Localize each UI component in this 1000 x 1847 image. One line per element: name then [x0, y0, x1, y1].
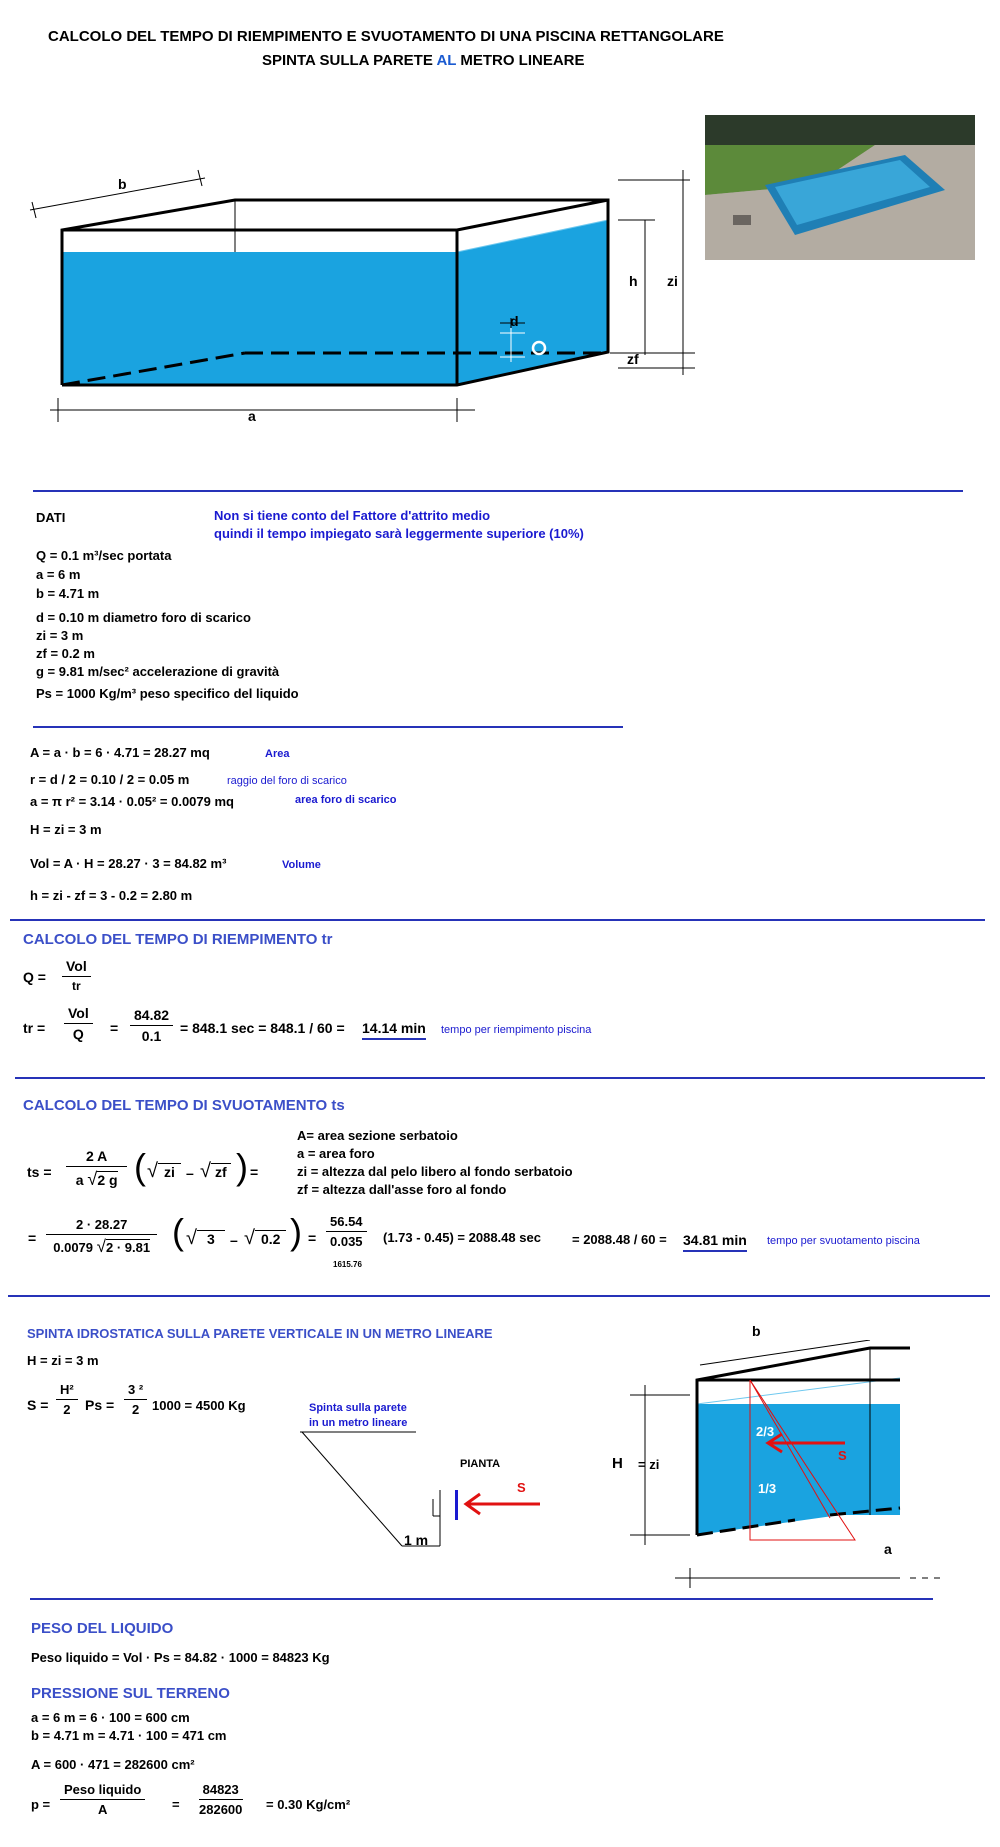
d2-label-b: b — [752, 1323, 761, 1339]
pressione-den-2: 282600 — [199, 1802, 243, 1817]
paren-close-1: ) — [236, 1146, 248, 1187]
dati-g: g = 9.81 m/sec² accelerazione di gravità — [36, 664, 280, 679]
dati-a: a = 6 m — [36, 567, 81, 582]
riemp-value-fraction — [130, 1007, 173, 1044]
pressione-num: Peso liquido — [60, 1782, 145, 1800]
label-zf: zf — [627, 351, 639, 367]
svuot-result: 34.81 min — [683, 1232, 747, 1252]
paren-open-2: ( — [172, 1211, 184, 1252]
paren-open-1: ( — [134, 1146, 146, 1187]
label-d: d — [510, 313, 519, 329]
riemp-note: tempo per riempimento piscina — [441, 1024, 592, 1036]
svuot-formula-den: a √2 g — [75, 1169, 118, 1189]
pressione-p-lhs: p = — [31, 1797, 51, 1812]
pianta-s-label: S — [517, 1480, 526, 1495]
riemp-tr-fraction — [64, 1005, 93, 1042]
riemp-tr-num: Vol — [64, 1005, 93, 1024]
svuot-ts-lhs: ts = — [27, 1164, 52, 1180]
pressione-result: = 0.30 Kg/cm² — [266, 1797, 351, 1812]
d2-label-zi: = zi — [638, 1457, 660, 1472]
riemp-q-den: tr — [72, 979, 81, 993]
calc-vol: Vol = A · H = 28.27 · 3 = 84.82 m³ — [30, 856, 227, 871]
legend-zf: zf = altezza dall'asse foro al fondo — [297, 1182, 507, 1197]
svuot-formula-num: 2 A — [66, 1148, 127, 1167]
riemp-result: 14.14 min — [362, 1020, 426, 1040]
calc-A-note: Area — [265, 748, 290, 760]
svuot-root-zi: √ zi — [147, 1160, 181, 1183]
water-front — [62, 252, 457, 385]
pressione-A: A = 600 · 471 = 282600 cm² — [31, 1757, 195, 1772]
svuot-den-a: a — [75, 1172, 84, 1188]
rule-5 — [8, 1295, 990, 1297]
spinta-frac-2 — [124, 1382, 147, 1417]
calc-a: a = π r² = 3.14 · 0.05² = 0.0079 mq — [30, 794, 234, 809]
svuot-small-value: 1615.76 — [333, 1260, 362, 1269]
svuot-root-02: √ 0.2 — [244, 1227, 286, 1250]
legend-a: a = area foro — [297, 1146, 375, 1161]
spinta-three2: 3 ² — [124, 1382, 147, 1400]
spinta-two-2: 2 — [131, 1402, 140, 1417]
dati-note-2: quindi il tempo impiegato sarà leggermente superiore (10%) — [214, 526, 584, 541]
pressione-eq: = — [172, 1797, 180, 1812]
water-side — [457, 220, 608, 385]
d2-label-a: a — [884, 1541, 892, 1557]
pressione-a: a = 6 m = 6 · 100 = 600 cm — [31, 1710, 190, 1725]
calc-r-note: raggio del foro di scarico — [227, 775, 347, 787]
spinta-frac-1 — [56, 1382, 78, 1417]
svuot-eq-2: = — [28, 1230, 37, 1246]
dati-d: d = 0.10 m diametro foro di scarico — [36, 610, 251, 625]
rule-1 — [33, 490, 963, 492]
pressione-frac-1 — [60, 1782, 145, 1817]
legend-A: A= area sezione serbatoio — [297, 1128, 458, 1143]
dati-b: b = 4.71 m — [36, 586, 100, 601]
rule-4 — [15, 1077, 985, 1079]
spinta-h2: H² — [56, 1382, 78, 1400]
title-part-al: AL — [436, 52, 457, 69]
rule-2 — [33, 726, 623, 728]
dati-q: Q = 0.1 m³/sec portata — [36, 548, 172, 563]
label-a: a — [248, 408, 256, 424]
d2-label-S: S — [838, 1448, 847, 1463]
title-line-2 — [262, 52, 585, 69]
riemp-q-num: Vol — [62, 958, 91, 977]
d2-label-2-3: 2/3 — [756, 1424, 775, 1439]
svuot-minus: – — [186, 1165, 194, 1181]
label-h: h — [629, 273, 638, 289]
spinta-heading: SPINTA IDROSTATICA SULLA PARETE VERTICALE IN UN METRO LINEARE — [27, 1326, 493, 1341]
label-b: b — [118, 176, 127, 192]
calc-a-note: area foro di scarico — [295, 794, 397, 806]
one-meter-label: 1 m — [404, 1532, 429, 1548]
svuot-root-3: √ 3 — [186, 1227, 225, 1250]
svuot-root-zf: √ zf — [200, 1160, 231, 1183]
peso-heading: PESO DEL LIQUIDO — [31, 1620, 174, 1637]
wall-pressure-diagram — [610, 1340, 950, 1590]
spinta-ps: Ps = — [85, 1397, 115, 1413]
spinta-note-1: Spinta sulla parete — [309, 1402, 407, 1414]
riemp-value-den: 0.1 — [141, 1028, 162, 1044]
riemp-tr-den: Q — [72, 1026, 84, 1042]
svuot-values-den: 0.0079 √2 · 9.81 — [53, 1237, 151, 1256]
riemp-eq: = — [110, 1020, 119, 1036]
svuot-rest-2: = 2088.48 / 60 = — [572, 1232, 667, 1247]
calc-h: h = zi - zf = 3 - 0.2 = 2.80 m — [30, 888, 193, 903]
svuot-note: tempo per svuotamento piscina — [767, 1235, 920, 1247]
label-zi: zi — [667, 273, 678, 289]
dati-ps: Ps = 1000 Kg/m³ peso specifico del liquido — [36, 686, 299, 701]
peso-line: Peso liquido = Vol · Ps = 84.82 · 1000 = 84823 Kg — [31, 1650, 330, 1665]
rule-6 — [30, 1598, 933, 1600]
svuot-den-root: 2 g — [97, 1172, 118, 1188]
dati-note-1: Non si tiene conto del Fattore d'attrito medio — [214, 508, 491, 523]
dati-zi: zi = 3 m — [36, 628, 84, 643]
d2-label-1-3: 1/3 — [758, 1481, 777, 1496]
spinta-value: 1000 = 4500 Kg — [152, 1398, 246, 1413]
svuot-formula-fraction — [66, 1148, 127, 1190]
title-line-1: CALCOLO DEL TEMPO DI RIEMPIMENTO E SVUOTAMENTO DI UNA PISCINA RETTANGOLARE — [48, 28, 724, 45]
pool-photo — [705, 115, 975, 260]
svuot-values-num: 2 · 28.27 — [46, 1217, 157, 1235]
svuot-minus-2: – — [230, 1232, 238, 1248]
pianta-label: PIANTA — [460, 1458, 501, 1470]
riemp-q-lhs: Q = — [23, 969, 46, 985]
riemp-value-num: 84.82 — [130, 1007, 173, 1026]
pressione-frac-2 — [195, 1782, 246, 1817]
svuot-eq-3: = — [308, 1230, 317, 1246]
svuot-ratio-num: 56.54 — [326, 1214, 367, 1232]
riemp-rest: = 848.1 sec = 848.1 / 60 = — [180, 1020, 345, 1036]
pressione-b: b = 4.71 m = 4.71 · 100 = 471 cm — [31, 1728, 227, 1743]
calc-H: H = zi = 3 m — [30, 822, 102, 837]
pressione-den: A — [97, 1802, 108, 1817]
svuotamento-heading: CALCOLO DEL TEMPO DI SVUOTAMENTO ts — [23, 1097, 345, 1114]
riemp-q-fraction — [62, 958, 91, 993]
pool-diagram — [0, 150, 700, 450]
title-part-c: METRO LINEARE — [456, 52, 585, 69]
spinta-h: H = zi = 3 m — [27, 1353, 99, 1368]
dati-zf: zf = 0.2 m — [36, 646, 95, 661]
paren-close-2: ) — [290, 1211, 302, 1252]
d2-label-H: H — [612, 1455, 623, 1472]
svuot-rest: (1.73 - 0.45) = 2088.48 sec — [383, 1230, 541, 1245]
rule-3 — [10, 919, 985, 921]
calc-r: r = d / 2 = 0.10 / 2 = 0.05 m — [30, 772, 190, 787]
svuot-eq-1: = — [250, 1164, 259, 1180]
svuot-values-fraction — [46, 1217, 157, 1257]
riempimento-heading: CALCOLO DEL TEMPO DI RIEMPIMENTO tr — [23, 931, 333, 948]
calc-A: A = a · b = 6 · 4.71 = 28.27 mq — [30, 745, 210, 760]
svuot-ratio-fraction — [326, 1214, 367, 1249]
title-part-a: SPINTA SULLA PARETE — [262, 52, 437, 69]
calc-vol-note: Volume — [282, 859, 321, 871]
legend-zi: zi = altezza dal pelo libero al fondo serbatoio — [297, 1164, 573, 1179]
svuot-ratio-den: 0.035 — [330, 1234, 363, 1249]
spinta-s-lhs: S = — [27, 1397, 49, 1413]
pressione-heading: PRESSIONE SUL TERRENO — [31, 1685, 230, 1702]
pressione-num-2: 84823 — [199, 1782, 243, 1800]
spinta-note-2: in un metro lineare — [309, 1417, 408, 1429]
dati-heading: DATI — [36, 510, 66, 525]
riemp-tr-lhs: tr = — [23, 1020, 46, 1036]
spinta-two-1: 2 — [63, 1402, 71, 1417]
